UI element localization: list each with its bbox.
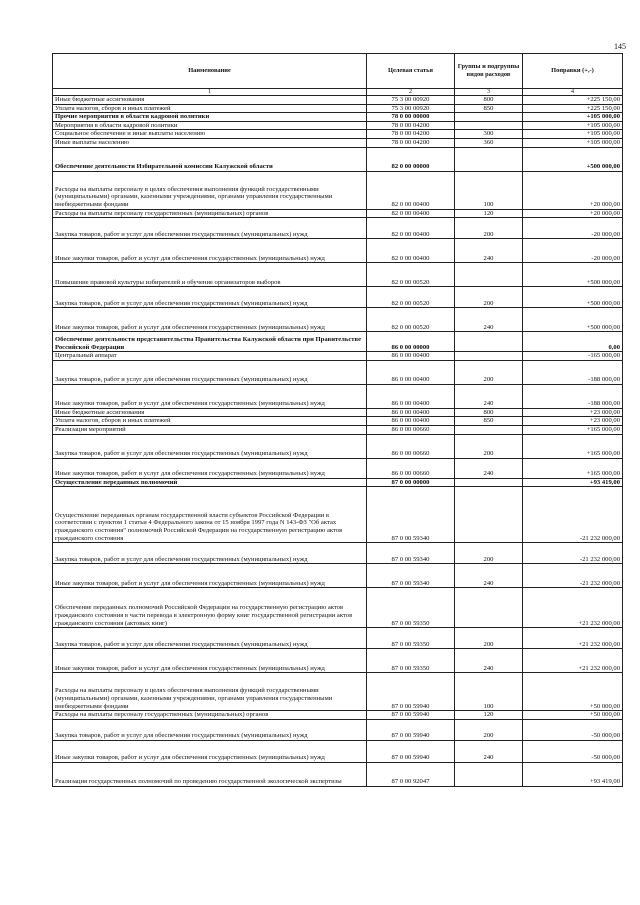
- row-target-article: 87 0 00 59340: [367, 487, 455, 543]
- table-row: [53, 458, 623, 478]
- row-amount: -50 000,00: [523, 740, 623, 762]
- column-number: 2: [367, 89, 455, 96]
- table-row: [53, 360, 623, 384]
- row-amount: +105 000,00: [523, 121, 623, 130]
- row-expense-group: 200: [455, 287, 523, 308]
- row-expense-group: 240: [455, 564, 523, 588]
- row-expense-group: [455, 263, 523, 287]
- table-row: [53, 487, 623, 543]
- row-name: Реализация мероприятий: [53, 425, 367, 434]
- table-row: [53, 263, 623, 287]
- row-target-article: 82 0 00 00520: [367, 287, 455, 308]
- row-amount: 0,00: [523, 332, 623, 352]
- table-row: [53, 417, 623, 426]
- row-name: Иные закупки товаров, работ и услуг для обеспечения государственных (муниципальных) нужд: [53, 384, 367, 408]
- table-row: [53, 425, 623, 434]
- table-row: [53, 332, 623, 352]
- row-name: Расходы на выплаты персоналу государственных (муниципальных) органов: [53, 711, 367, 720]
- row-target-article: 82 0 00 00400: [367, 171, 455, 209]
- row-target-article: 86 0 00 00400: [367, 417, 455, 426]
- row-target-article: 78 0 00 04200: [367, 130, 455, 139]
- table-row: [53, 649, 623, 673]
- row-amount: +21 232 000,00: [523, 588, 623, 628]
- row-expense-group: 200: [455, 628, 523, 649]
- row-amount: +50 000,00: [523, 673, 623, 711]
- table-row: [53, 762, 623, 786]
- table-row: [53, 711, 623, 720]
- table-header: [53, 54, 623, 96]
- row-target-article: 86 0 00 00000: [367, 332, 455, 352]
- row-expense-group: [455, 588, 523, 628]
- row-amount: +165 000,00: [523, 434, 623, 458]
- row-amount: +500 000,00: [523, 147, 623, 171]
- table-row: [53, 130, 623, 139]
- table-row: [53, 543, 623, 564]
- row-expense-group: 120: [455, 209, 523, 218]
- row-expense-group: [455, 332, 523, 352]
- column-number: 3: [455, 89, 523, 96]
- table-body: [53, 96, 623, 787]
- row-target-article: 86 0 00 00660: [367, 434, 455, 458]
- table-row: [53, 239, 623, 263]
- row-amount: +165 000,00: [523, 458, 623, 478]
- row-name: Иные бюджетные ассигнования: [53, 96, 367, 105]
- row-target-article: 86 0 00 00400: [367, 408, 455, 417]
- table-row: [53, 352, 623, 361]
- row-expense-group: [455, 478, 523, 487]
- row-name: Иные закупки товаров, работ и услуг для обеспечения государственных (муниципальных) нужд: [53, 740, 367, 762]
- column-number-row: [53, 89, 623, 96]
- row-amount: -165 000,00: [523, 352, 623, 361]
- table-row: [53, 564, 623, 588]
- row-target-article: 87 0 00 59350: [367, 649, 455, 673]
- row-expense-group: 800: [455, 408, 523, 417]
- table-row: [53, 171, 623, 209]
- row-expense-group: 300: [455, 130, 523, 139]
- row-name: Обеспечение деятельности представительства Правительства Калужской области при Правительстве Российской Федерации: [53, 332, 367, 352]
- table-row: [53, 308, 623, 332]
- row-target-article: 86 0 00 00400: [367, 352, 455, 361]
- table-row: [53, 287, 623, 308]
- row-amount: +93 419,00: [523, 762, 623, 786]
- row-target-article: 87 0 00 00000: [367, 478, 455, 487]
- row-name: Иные закупки товаров, работ и услуг для обеспечения государственных (муниципальных) нужд: [53, 649, 367, 673]
- row-amount: +21 232 000,00: [523, 649, 623, 673]
- header-name: Наименование: [53, 54, 367, 89]
- table-row: [53, 628, 623, 649]
- table-row: [53, 138, 623, 147]
- row-name: Закупка товаров, работ и услуг для обеспечения государственных (муниципальных) нужд: [53, 719, 367, 740]
- row-expense-group: 120: [455, 711, 523, 720]
- table-row: [53, 408, 623, 417]
- row-expense-group: 200: [455, 218, 523, 239]
- budget-amendments-table: [52, 53, 623, 787]
- row-expense-group: 800: [455, 96, 523, 105]
- table-row: [53, 104, 623, 113]
- row-expense-group: 240: [455, 384, 523, 408]
- table-row: [53, 113, 623, 122]
- row-amount: -21 232 000,00: [523, 543, 623, 564]
- row-target-article: 82 0 00 00520: [367, 263, 455, 287]
- row-expense-group: [455, 487, 523, 543]
- row-target-article: 87 0 00 59340: [367, 564, 455, 588]
- row-expense-group: [455, 352, 523, 361]
- row-target-article: 82 0 00 00400: [367, 218, 455, 239]
- row-target-article: 87 0 00 59940: [367, 740, 455, 762]
- row-target-article: 75 3 00 00920: [367, 104, 455, 113]
- row-target-article: 87 0 00 59350: [367, 588, 455, 628]
- row-amount: +500 000,00: [523, 287, 623, 308]
- row-target-article: 86 0 00 00660: [367, 458, 455, 478]
- row-name: Осуществление переданных органам государственной власти субъектов Российской Федерации в соответствии с пунктом 1 статьи 4 Федерального закона от 15 ноября 1997 года N 143-ФЗ "Об актах гражданского состояния" полномочий Российской Федерации на государственную регистрацию актов гражданского состояния: [53, 487, 367, 543]
- row-expense-group: 200: [455, 360, 523, 384]
- table-row: [53, 434, 623, 458]
- header-target-article: Целевая статья: [367, 54, 455, 89]
- row-name: Осуществление переданных полномочий: [53, 478, 367, 487]
- row-amount: +20 000,00: [523, 209, 623, 218]
- row-name: Уплата налогов, сборов и иных платежей: [53, 417, 367, 426]
- row-expense-group: 200: [455, 543, 523, 564]
- row-amount: +50 000,00: [523, 711, 623, 720]
- row-name: Прочие мероприятия в области кадровой политики: [53, 113, 367, 122]
- row-amount: +105 000,00: [523, 130, 623, 139]
- row-name: Закупка товаров, работ и услуг для обеспечения государственных (муниципальных) нужд: [53, 218, 367, 239]
- row-target-article: 87 0 00 59940: [367, 711, 455, 720]
- row-target-article: 78 0 00 04200: [367, 138, 455, 147]
- row-expense-group: 240: [455, 740, 523, 762]
- row-name: Закупка товаров, работ и услуг для обеспечения государственных (муниципальных) нужд: [53, 628, 367, 649]
- row-expense-group: 200: [455, 434, 523, 458]
- row-name: Социальное обеспечение и иные выплаты населению: [53, 130, 367, 139]
- table-row: [53, 209, 623, 218]
- row-expense-group: 850: [455, 417, 523, 426]
- row-target-article: 86 0 00 00660: [367, 425, 455, 434]
- row-name: Закупка товаров, работ и услуг для обеспечения государственных (муниципальных) нужд: [53, 543, 367, 564]
- row-target-article: 86 0 00 00400: [367, 384, 455, 408]
- row-name: Обеспечение переданных полномочий Российской Федерации на государственную регистрацию актов гражданского состояния в части перевода в электронную форму книг государственной регистрации актов гражданского состояния (актовых книг): [53, 588, 367, 628]
- row-amount: +93 419,00: [523, 478, 623, 487]
- row-expense-group: [455, 147, 523, 171]
- row-amount: +500 000,00: [523, 308, 623, 332]
- row-name: Расходы на выплаты персоналу в целях обеспечения выполнения функций государственными (муниципальными) органами, казенными учреждениями, органами управления государственными внебюджетными фондами: [53, 171, 367, 209]
- table-row: [53, 673, 623, 711]
- row-target-article: 75 3 00 00920: [367, 96, 455, 105]
- row-name: Обеспечение деятельности Избирательной комиссии Калужской области: [53, 147, 367, 171]
- row-name: Повышение правовой культуры избирателей и обучение организаторов выборов: [53, 263, 367, 287]
- row-target-article: 87 0 00 92047: [367, 762, 455, 786]
- row-name: Иные закупки товаров, работ и услуг для обеспечения государственных (муниципальных) нужд: [53, 239, 367, 263]
- row-expense-group: 100: [455, 673, 523, 711]
- row-target-article: 82 0 00 00520: [367, 308, 455, 332]
- row-amount: -188 000,00: [523, 384, 623, 408]
- row-expense-group: 240: [455, 458, 523, 478]
- header-amount: Поправки (+,-): [523, 54, 623, 89]
- row-expense-group: [455, 762, 523, 786]
- row-amount: +23 000,00: [523, 417, 623, 426]
- row-expense-group: 850: [455, 104, 523, 113]
- row-expense-group: [455, 121, 523, 130]
- row-target-article: 87 0 00 59350: [367, 628, 455, 649]
- table-row: [53, 384, 623, 408]
- row-name: Мероприятия в области кадровой политики: [53, 121, 367, 130]
- row-amount: -50 000,00: [523, 719, 623, 740]
- row-target-article: 87 0 00 59940: [367, 719, 455, 740]
- row-amount: +225 150,00: [523, 104, 623, 113]
- row-amount: +105 000,00: [523, 113, 623, 122]
- row-target-article: 78 0 00 00000: [367, 113, 455, 122]
- row-name: Закупка товаров, работ и услуг для обеспечения государственных (муниципальных) нужд: [53, 434, 367, 458]
- row-target-article: 87 0 00 59940: [367, 673, 455, 711]
- row-name: Иные выплаты населению: [53, 138, 367, 147]
- row-name: Иные закупки товаров, работ и услуг для обеспечения государственных (муниципальных) нужд: [53, 564, 367, 588]
- row-name: Реализация государственных полномочий по проведению государственной экологической экспертизы: [53, 762, 367, 786]
- row-expense-group: 100: [455, 171, 523, 209]
- row-target-article: 82 0 00 00400: [367, 239, 455, 263]
- table-row: [53, 588, 623, 628]
- table-row: [53, 121, 623, 130]
- row-amount: +165 000,00: [523, 425, 623, 434]
- row-expense-group: [455, 425, 523, 434]
- row-name: Уплата налогов, сборов и иных платежей: [53, 104, 367, 113]
- row-target-article: 82 0 00 00400: [367, 209, 455, 218]
- header-expense-group: Группы и подгруппы видов расходов: [455, 54, 523, 89]
- row-target-article: 78 0 00 04200: [367, 121, 455, 130]
- row-amount: -20 000,00: [523, 218, 623, 239]
- row-target-article: 82 0 00 00000: [367, 147, 455, 171]
- row-expense-group: 200: [455, 719, 523, 740]
- table-row: [53, 740, 623, 762]
- row-expense-group: 240: [455, 649, 523, 673]
- row-amount: +500 000,00: [523, 263, 623, 287]
- table-row: [53, 96, 623, 105]
- row-name: Иные бюджетные ассигнования: [53, 408, 367, 417]
- table-row: [53, 218, 623, 239]
- column-number: 4: [523, 89, 623, 96]
- row-amount: +105 000,00: [523, 138, 623, 147]
- row-expense-group: 360: [455, 138, 523, 147]
- row-amount: -188 000,00: [523, 360, 623, 384]
- row-amount: -21 232 000,00: [523, 487, 623, 543]
- row-expense-group: 240: [455, 308, 523, 332]
- row-name: Расходы на выплаты персоналу в целях обеспечения выполнения функций государственными (муниципальными) органами, казенными учреждениями, органами управления государственными внебюджетными фондами: [53, 673, 367, 711]
- row-amount: +225 150,00: [523, 96, 623, 105]
- row-target-article: 86 0 00 00400: [367, 360, 455, 384]
- row-name: Иные закупки товаров, работ и услуг для обеспечения государственных (муниципальных) нужд: [53, 458, 367, 478]
- table-row: [53, 478, 623, 487]
- row-name: Закупка товаров, работ и услуг для обеспечения государственных (муниципальных) нужд: [53, 287, 367, 308]
- row-amount: +20 000,00: [523, 171, 623, 209]
- row-expense-group: 240: [455, 239, 523, 263]
- row-name: Иные закупки товаров, работ и услуг для обеспечения государственных (муниципальных) нужд: [53, 308, 367, 332]
- row-target-article: 87 0 00 59340: [367, 543, 455, 564]
- table-row: [53, 147, 623, 171]
- row-name: Центральный аппарат: [53, 352, 367, 361]
- row-amount: +21 232 000,00: [523, 628, 623, 649]
- row-expense-group: [455, 113, 523, 122]
- table-row: [53, 719, 623, 740]
- page-number: 145: [614, 42, 626, 51]
- row-name: Расходы на выплаты персоналу государственных (муниципальных) органов: [53, 209, 367, 218]
- row-name: Закупка товаров, работ и услуг для обеспечения государственных (муниципальных) нужд: [53, 360, 367, 384]
- column-number: 1: [53, 89, 367, 96]
- header-row: [53, 54, 623, 89]
- row-amount: +23 000,00: [523, 408, 623, 417]
- row-amount: -20 000,00: [523, 239, 623, 263]
- row-amount: -21 232 000,00: [523, 564, 623, 588]
